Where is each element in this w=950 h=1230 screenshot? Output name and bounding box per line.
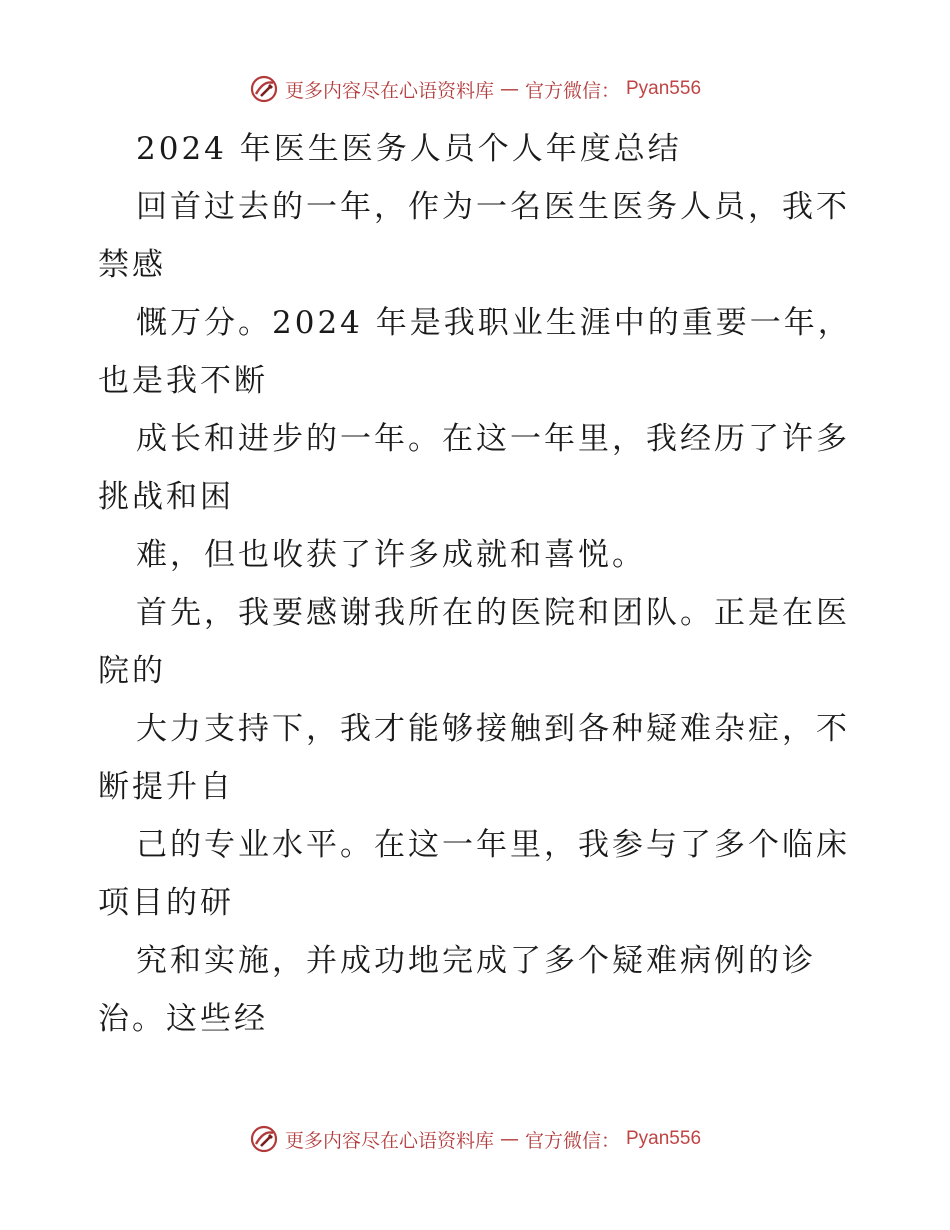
text-line: 难，但也收获了许多成就和喜悦。 bbox=[136, 537, 646, 573]
watermark-separator: — bbox=[499, 78, 519, 100]
watermark-label: 官方微信： bbox=[524, 79, 620, 102]
text-line: 治。这些经 bbox=[98, 1001, 268, 1037]
watermark-text: 更多内容尽在心语资料库 bbox=[284, 1129, 494, 1152]
text-line: 成长和进步的一年。在这一年里，我经历了许多 bbox=[136, 421, 850, 457]
document-body bbox=[98, 120, 858, 1048]
watermark-separator: — bbox=[499, 1128, 519, 1150]
text-line: 项目的研 bbox=[98, 885, 234, 921]
watermark-handle: Pyan556 bbox=[626, 78, 702, 99]
header-watermark bbox=[0, 74, 950, 104]
watermark-handle: Pyan556 bbox=[626, 1128, 702, 1149]
text-line: 究和实施，并成功地完成了多个疑难病例的诊 bbox=[136, 943, 816, 979]
text-line: 己的专业水平。在这一年里，我参与了多个临床 bbox=[136, 827, 850, 863]
text-line: 断提升自 bbox=[98, 769, 234, 805]
text-line: 禁感 bbox=[98, 247, 166, 283]
text-line: 也是我不断 bbox=[98, 363, 268, 399]
footer-watermark bbox=[0, 1124, 950, 1154]
watermark-label: 官方微信： bbox=[524, 1129, 620, 1152]
text-line: 大力支持下，我才能够接触到各种疑难杂症，不 bbox=[136, 711, 850, 747]
text-line: 院的 bbox=[98, 653, 166, 689]
text-line: 挑战和困 bbox=[98, 479, 234, 515]
pen-swirl-logo-icon bbox=[249, 74, 279, 104]
watermark-text: 更多内容尽在心语资料库 bbox=[284, 79, 494, 102]
document-title: 2024 年医生医务人员个人年度总结 bbox=[136, 131, 682, 167]
text-line: 首先，我要感谢我所在的医院和团队。正是在医 bbox=[136, 595, 850, 631]
text-line: 回首过去的一年，作为一名医生医务人员，我不 bbox=[136, 189, 850, 225]
pen-swirl-logo-icon bbox=[249, 1124, 279, 1154]
text-line: 慨万分。2024 年是我职业生涯中的重要一年， bbox=[136, 305, 852, 341]
